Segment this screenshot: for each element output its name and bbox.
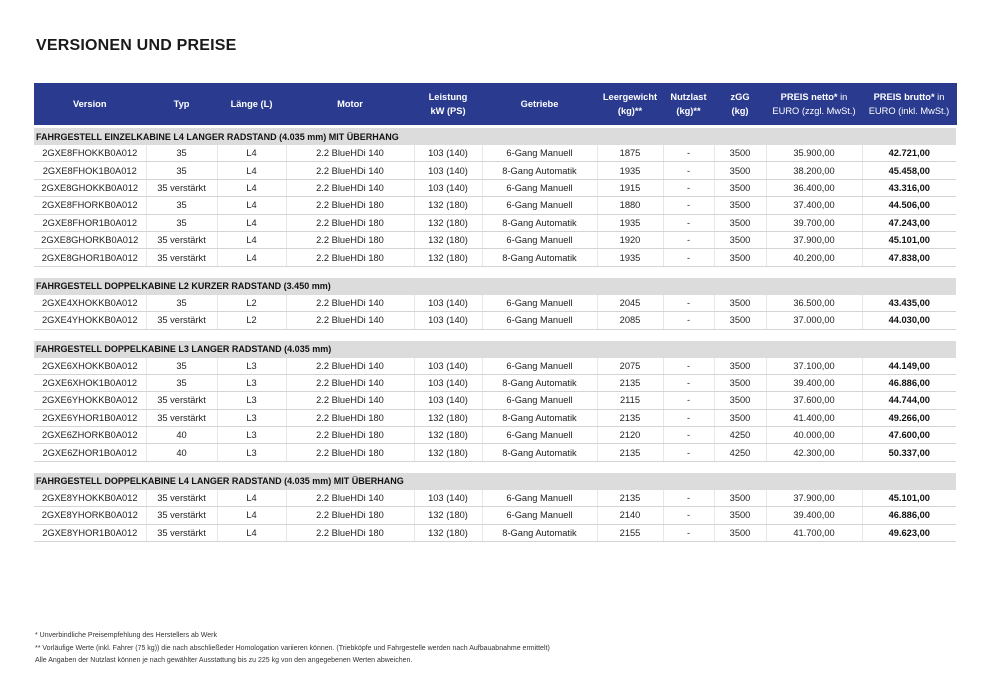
cell-typ: 35 verstärkt bbox=[146, 392, 217, 409]
section-spacer bbox=[34, 266, 956, 277]
cell-nutzlast: - bbox=[663, 444, 714, 461]
table-row bbox=[34, 507, 956, 524]
cell-laenge: L3 bbox=[217, 409, 286, 426]
section-header-row bbox=[34, 128, 956, 146]
cell-laenge: L4 bbox=[217, 490, 286, 507]
cell-version: 2GXE8YHORKB0A012 bbox=[34, 507, 146, 524]
table-row bbox=[34, 295, 956, 312]
cell-motor: 2.2 BlueHDi 140 bbox=[286, 374, 414, 391]
cell-motor: 2.2 BlueHDi 140 bbox=[286, 358, 414, 375]
cell-leergewicht: 2135 bbox=[597, 444, 663, 461]
header-leergewicht: Leergewicht (kg)** bbox=[597, 83, 663, 125]
footnote: ** Vorläufige Werte (inkl. Fahrer (75 kg)) die nach abschließeder Homologation variieren können. (Triebköpfe und Fahrgestelle werden nach Aufbauabnahme ermittelt) bbox=[35, 644, 550, 652]
table-row bbox=[34, 312, 956, 329]
cell-motor: 2.2 BlueHDi 140 bbox=[286, 392, 414, 409]
header-leistung: Leistung kW (PS) bbox=[414, 83, 482, 125]
header-laenge: Länge (L) bbox=[217, 83, 286, 125]
cell-leistung: 132 (180) bbox=[414, 249, 482, 266]
cell-laenge: L4 bbox=[217, 249, 286, 266]
cell-nutzlast: - bbox=[663, 179, 714, 196]
cell-preis-brutto: 45.101,00 bbox=[862, 490, 956, 507]
cell-version: 2GXE8GHOKKB0A012 bbox=[34, 179, 146, 196]
cell-typ: 35 bbox=[146, 145, 217, 162]
cell-zgg: 3500 bbox=[714, 214, 766, 231]
cell-preis-netto: 37.600,00 bbox=[766, 392, 862, 409]
cell-preis-brutto: 47.600,00 bbox=[862, 427, 956, 444]
cell-leergewicht: 1935 bbox=[597, 162, 663, 179]
cell-preis-brutto: 47.243,00 bbox=[862, 214, 956, 231]
section-spacer bbox=[34, 329, 956, 340]
cell-motor: 2.2 BlueHDi 140 bbox=[286, 295, 414, 312]
cell-getriebe: 6-Gang Manuell bbox=[482, 392, 597, 409]
table-row bbox=[34, 524, 956, 541]
cell-nutzlast: - bbox=[663, 427, 714, 444]
section-title: FAHRGESTELL DOPPELKABINE L3 LANGER RADSTAND (4.035 mm) bbox=[34, 340, 956, 358]
cell-getriebe: 8-Gang Automatik bbox=[482, 444, 597, 461]
table-row bbox=[34, 145, 956, 162]
cell-leistung: 132 (180) bbox=[414, 524, 482, 541]
cell-nutzlast: - bbox=[663, 231, 714, 248]
header-getriebe: Getriebe bbox=[482, 83, 597, 125]
table-row bbox=[34, 231, 956, 248]
section-title: FAHRGESTELL EINZELKABINE L4 LANGER RADSTAND (4.035 mm) MIT ÜBERHANG bbox=[34, 128, 956, 146]
cell-getriebe: 6-Gang Manuell bbox=[482, 427, 597, 444]
footnote: Alle Angaben der Nutzlast können je nach gewählter Ausstattung bis zu 225 kg von den angegebenen Werten abweichen. bbox=[35, 657, 413, 664]
header-nutzlast: Nutzlast (kg)** bbox=[663, 83, 714, 125]
cell-getriebe: 6-Gang Manuell bbox=[482, 179, 597, 196]
cell-laenge: L4 bbox=[217, 145, 286, 162]
cell-motor: 2.2 BlueHDi 140 bbox=[286, 179, 414, 196]
cell-preis-brutto: 44.030,00 bbox=[862, 312, 956, 329]
cell-zgg: 3500 bbox=[714, 145, 766, 162]
cell-laenge: L3 bbox=[217, 358, 286, 375]
cell-motor: 2.2 BlueHDi 180 bbox=[286, 524, 414, 541]
cell-motor: 2.2 BlueHDi 180 bbox=[286, 231, 414, 248]
cell-leistung: 132 (180) bbox=[414, 197, 482, 214]
table-row bbox=[34, 427, 956, 444]
cell-preis-netto: 39.400,00 bbox=[766, 507, 862, 524]
cell-version: 2GXE6YHOR1B0A012 bbox=[34, 409, 146, 426]
cell-laenge: L4 bbox=[217, 231, 286, 248]
cell-preis-brutto: 47.838,00 bbox=[862, 249, 956, 266]
cell-laenge: L4 bbox=[217, 162, 286, 179]
table-row bbox=[34, 358, 956, 375]
cell-getriebe: 6-Gang Manuell bbox=[482, 312, 597, 329]
cell-preis-netto: 40.000,00 bbox=[766, 427, 862, 444]
table-header-row bbox=[34, 83, 956, 125]
cell-typ: 35 bbox=[146, 358, 217, 375]
section-header-row bbox=[34, 277, 956, 295]
cell-getriebe: 8-Gang Automatik bbox=[482, 162, 597, 179]
cell-preis-netto: 35.900,00 bbox=[766, 145, 862, 162]
cell-motor: 2.2 BlueHDi 180 bbox=[286, 214, 414, 231]
cell-laenge: L2 bbox=[217, 295, 286, 312]
section-header-row bbox=[34, 472, 956, 490]
cell-laenge: L4 bbox=[217, 179, 286, 196]
cell-getriebe: 6-Gang Manuell bbox=[482, 231, 597, 248]
cell-typ: 35 bbox=[146, 295, 217, 312]
cell-laenge: L3 bbox=[217, 374, 286, 391]
cell-motor: 2.2 BlueHDi 180 bbox=[286, 444, 414, 461]
table-row bbox=[34, 374, 956, 391]
cell-typ: 35 verstärkt bbox=[146, 231, 217, 248]
cell-nutzlast: - bbox=[663, 374, 714, 391]
cell-preis-netto: 37.100,00 bbox=[766, 358, 862, 375]
cell-leergewicht: 2045 bbox=[597, 295, 663, 312]
header-version: Version bbox=[34, 83, 146, 125]
cell-preis-netto: 37.900,00 bbox=[766, 231, 862, 248]
cell-version: 2GXE6ZHOR1B0A012 bbox=[34, 444, 146, 461]
cell-zgg: 3500 bbox=[714, 197, 766, 214]
cell-typ: 40 bbox=[146, 444, 217, 461]
cell-typ: 35 bbox=[146, 214, 217, 231]
cell-getriebe: 6-Gang Manuell bbox=[482, 145, 597, 162]
cell-version: 2GXE8FHOKKB0A012 bbox=[34, 145, 146, 162]
cell-preis-netto: 38.200,00 bbox=[766, 162, 862, 179]
cell-getriebe: 6-Gang Manuell bbox=[482, 507, 597, 524]
cell-leistung: 132 (180) bbox=[414, 444, 482, 461]
cell-typ: 35 verstärkt bbox=[146, 409, 217, 426]
cell-typ: 35 verstärkt bbox=[146, 179, 217, 196]
cell-leistung: 103 (140) bbox=[414, 358, 482, 375]
cell-leistung: 132 (180) bbox=[414, 231, 482, 248]
cell-zgg: 3500 bbox=[714, 507, 766, 524]
cell-laenge: L4 bbox=[217, 507, 286, 524]
cell-motor: 2.2 BlueHDi 180 bbox=[286, 409, 414, 426]
cell-leistung: 132 (180) bbox=[414, 507, 482, 524]
cell-preis-brutto: 46.886,00 bbox=[862, 374, 956, 391]
cell-laenge: L4 bbox=[217, 214, 286, 231]
cell-zgg: 3500 bbox=[714, 179, 766, 196]
section-header-row bbox=[34, 340, 956, 358]
cell-leergewicht: 2115 bbox=[597, 392, 663, 409]
cell-zgg: 3500 bbox=[714, 312, 766, 329]
cell-typ: 35 verstärkt bbox=[146, 490, 217, 507]
cell-version: 2GXE8GHOR1B0A012 bbox=[34, 249, 146, 266]
cell-getriebe: 8-Gang Automatik bbox=[482, 374, 597, 391]
cell-getriebe: 6-Gang Manuell bbox=[482, 295, 597, 312]
cell-laenge: L3 bbox=[217, 444, 286, 461]
cell-version: 2GXE8YHOR1B0A012 bbox=[34, 524, 146, 541]
cell-leergewicht: 1935 bbox=[597, 214, 663, 231]
cell-nutzlast: - bbox=[663, 490, 714, 507]
cell-nutzlast: - bbox=[663, 162, 714, 179]
cell-typ: 35 bbox=[146, 197, 217, 214]
cell-zgg: 3500 bbox=[714, 162, 766, 179]
cell-leergewicht: 1915 bbox=[597, 179, 663, 196]
table-row bbox=[34, 197, 956, 214]
table-row bbox=[34, 444, 956, 461]
cell-leistung: 132 (180) bbox=[414, 214, 482, 231]
cell-preis-netto: 42.300,00 bbox=[766, 444, 862, 461]
cell-zgg: 3500 bbox=[714, 374, 766, 391]
cell-preis-netto: 37.400,00 bbox=[766, 197, 862, 214]
cell-leistung: 132 (180) bbox=[414, 409, 482, 426]
table-row bbox=[34, 162, 956, 179]
cell-getriebe: 6-Gang Manuell bbox=[482, 358, 597, 375]
header-preis-netto: PREIS netto* in EURO (zzgl. MwSt.) bbox=[766, 83, 862, 125]
cell-version: 2GXE8FHOK1B0A012 bbox=[34, 162, 146, 179]
cell-zgg: 3500 bbox=[714, 358, 766, 375]
header-preis-brutto: PREIS brutto* in EURO (inkl. MwSt.) bbox=[862, 83, 956, 125]
cell-leergewicht: 2075 bbox=[597, 358, 663, 375]
cell-motor: 2.2 BlueHDi 180 bbox=[286, 249, 414, 266]
cell-preis-netto: 36.500,00 bbox=[766, 295, 862, 312]
cell-motor: 2.2 BlueHDi 140 bbox=[286, 162, 414, 179]
cell-leistung: 103 (140) bbox=[414, 374, 482, 391]
table-body bbox=[34, 125, 956, 542]
cell-motor: 2.2 BlueHDi 140 bbox=[286, 312, 414, 329]
cell-leergewicht: 2120 bbox=[597, 427, 663, 444]
cell-version: 2GXE4XHOKKB0A012 bbox=[34, 295, 146, 312]
cell-getriebe: 8-Gang Automatik bbox=[482, 249, 597, 266]
section-title: FAHRGESTELL DOPPELKABINE L2 KURZER RADSTAND (3.450 mm) bbox=[34, 277, 956, 295]
cell-typ: 35 bbox=[146, 374, 217, 391]
cell-leergewicht: 2085 bbox=[597, 312, 663, 329]
header-typ: Typ bbox=[146, 83, 217, 125]
cell-leergewicht: 2135 bbox=[597, 490, 663, 507]
cell-getriebe: 6-Gang Manuell bbox=[482, 490, 597, 507]
cell-nutzlast: - bbox=[663, 358, 714, 375]
cell-preis-netto: 37.900,00 bbox=[766, 490, 862, 507]
cell-leistung: 103 (140) bbox=[414, 162, 482, 179]
cell-version: 2GXE6ZHORKB0A012 bbox=[34, 427, 146, 444]
cell-leergewicht: 1920 bbox=[597, 231, 663, 248]
cell-preis-netto: 41.400,00 bbox=[766, 409, 862, 426]
cell-leistung: 103 (140) bbox=[414, 392, 482, 409]
cell-nutzlast: - bbox=[663, 145, 714, 162]
cell-leergewicht: 1935 bbox=[597, 249, 663, 266]
cell-leergewicht: 2140 bbox=[597, 507, 663, 524]
cell-preis-brutto: 44.506,00 bbox=[862, 197, 956, 214]
cell-laenge: L3 bbox=[217, 392, 286, 409]
table-row bbox=[34, 392, 956, 409]
cell-preis-brutto: 49.623,00 bbox=[862, 524, 956, 541]
cell-leistung: 103 (140) bbox=[414, 490, 482, 507]
header-motor: Motor bbox=[286, 83, 414, 125]
cell-motor: 2.2 BlueHDi 140 bbox=[286, 145, 414, 162]
cell-leergewicht: 2135 bbox=[597, 409, 663, 426]
cell-typ: 35 verstärkt bbox=[146, 249, 217, 266]
footnote: * Unverbindliche Preisempfehlung des Herstellers ab Werk bbox=[35, 632, 217, 639]
cell-preis-brutto: 49.266,00 bbox=[862, 409, 956, 426]
cell-laenge: L3 bbox=[217, 427, 286, 444]
cell-motor: 2.2 BlueHDi 180 bbox=[286, 507, 414, 524]
cell-typ: 40 bbox=[146, 427, 217, 444]
cell-preis-netto: 37.000,00 bbox=[766, 312, 862, 329]
cell-leistung: 132 (180) bbox=[414, 427, 482, 444]
price-table bbox=[34, 83, 957, 542]
cell-zgg: 4250 bbox=[714, 427, 766, 444]
cell-nutzlast: - bbox=[663, 197, 714, 214]
cell-laenge: L4 bbox=[217, 524, 286, 541]
section-spacer bbox=[34, 461, 956, 472]
cell-nutzlast: - bbox=[663, 295, 714, 312]
cell-typ: 35 bbox=[146, 162, 217, 179]
cell-preis-brutto: 46.886,00 bbox=[862, 507, 956, 524]
cell-zgg: 3500 bbox=[714, 392, 766, 409]
cell-leistung: 103 (140) bbox=[414, 312, 482, 329]
cell-version: 2GXE8YHOKKB0A012 bbox=[34, 490, 146, 507]
cell-preis-netto: 41.700,00 bbox=[766, 524, 862, 541]
cell-nutzlast: - bbox=[663, 409, 714, 426]
cell-getriebe: 8-Gang Automatik bbox=[482, 214, 597, 231]
table-row bbox=[34, 490, 956, 507]
cell-nutzlast: - bbox=[663, 392, 714, 409]
cell-leistung: 103 (140) bbox=[414, 179, 482, 196]
cell-zgg: 4250 bbox=[714, 444, 766, 461]
cell-version: 2GXE6XHOK1B0A012 bbox=[34, 374, 146, 391]
cell-leistung: 103 (140) bbox=[414, 295, 482, 312]
table-row bbox=[34, 409, 956, 426]
cell-preis-brutto: 42.721,00 bbox=[862, 145, 956, 162]
table-row bbox=[34, 214, 956, 231]
cell-leergewicht: 2135 bbox=[597, 374, 663, 391]
cell-version: 2GXE8FHOR1B0A012 bbox=[34, 214, 146, 231]
cell-leistung: 103 (140) bbox=[414, 145, 482, 162]
cell-laenge: L2 bbox=[217, 312, 286, 329]
cell-zgg: 3500 bbox=[714, 490, 766, 507]
cell-version: 2GXE6YHOKKB0A012 bbox=[34, 392, 146, 409]
cell-motor: 2.2 BlueHDi 140 bbox=[286, 490, 414, 507]
cell-version: 2GXE8FHORKB0A012 bbox=[34, 197, 146, 214]
table-row bbox=[34, 179, 956, 196]
cell-nutzlast: - bbox=[663, 312, 714, 329]
cell-nutzlast: - bbox=[663, 214, 714, 231]
cell-typ: 35 verstärkt bbox=[146, 312, 217, 329]
cell-preis-brutto: 44.149,00 bbox=[862, 358, 956, 375]
cell-preis-brutto: 45.458,00 bbox=[862, 162, 956, 179]
header-zgg: zGG (kg) bbox=[714, 83, 766, 125]
cell-getriebe: 8-Gang Automatik bbox=[482, 524, 597, 541]
cell-laenge: L4 bbox=[217, 197, 286, 214]
cell-preis-brutto: 43.316,00 bbox=[862, 179, 956, 196]
cell-typ: 35 verstärkt bbox=[146, 524, 217, 541]
table-row bbox=[34, 249, 956, 266]
cell-preis-netto: 36.400,00 bbox=[766, 179, 862, 196]
cell-preis-netto: 40.200,00 bbox=[766, 249, 862, 266]
cell-version: 2GXE4YHOKKB0A012 bbox=[34, 312, 146, 329]
cell-version: 2GXE8GHORKB0A012 bbox=[34, 231, 146, 248]
cell-leergewicht: 2155 bbox=[597, 524, 663, 541]
cell-motor: 2.2 BlueHDi 180 bbox=[286, 197, 414, 214]
cell-leergewicht: 1880 bbox=[597, 197, 663, 214]
cell-typ: 35 verstärkt bbox=[146, 507, 217, 524]
cell-preis-brutto: 50.337,00 bbox=[862, 444, 956, 461]
cell-zgg: 3500 bbox=[714, 524, 766, 541]
cell-motor: 2.2 BlueHDi 180 bbox=[286, 427, 414, 444]
cell-preis-brutto: 45.101,00 bbox=[862, 231, 956, 248]
cell-preis-brutto: 44.744,00 bbox=[862, 392, 956, 409]
cell-preis-netto: 39.400,00 bbox=[766, 374, 862, 391]
section-title: FAHRGESTELL DOPPELKABINE L4 LANGER RADSTAND (4.035 mm) MIT ÜBERHANG bbox=[34, 472, 956, 490]
cell-nutzlast: - bbox=[663, 249, 714, 266]
cell-getriebe: 6-Gang Manuell bbox=[482, 197, 597, 214]
page-title: VERSIONEN UND PREISE bbox=[36, 37, 237, 54]
cell-zgg: 3500 bbox=[714, 295, 766, 312]
footnotes bbox=[35, 630, 550, 668]
cell-zgg: 3500 bbox=[714, 409, 766, 426]
cell-zgg: 3500 bbox=[714, 231, 766, 248]
cell-version: 2GXE6XHOKKB0A012 bbox=[34, 358, 146, 375]
cell-leergewicht: 1875 bbox=[597, 145, 663, 162]
cell-zgg: 3500 bbox=[714, 249, 766, 266]
cell-preis-brutto: 43.435,00 bbox=[862, 295, 956, 312]
cell-preis-netto: 39.700,00 bbox=[766, 214, 862, 231]
cell-getriebe: 8-Gang Automatik bbox=[482, 409, 597, 426]
cell-nutzlast: - bbox=[663, 524, 714, 541]
cell-nutzlast: - bbox=[663, 507, 714, 524]
